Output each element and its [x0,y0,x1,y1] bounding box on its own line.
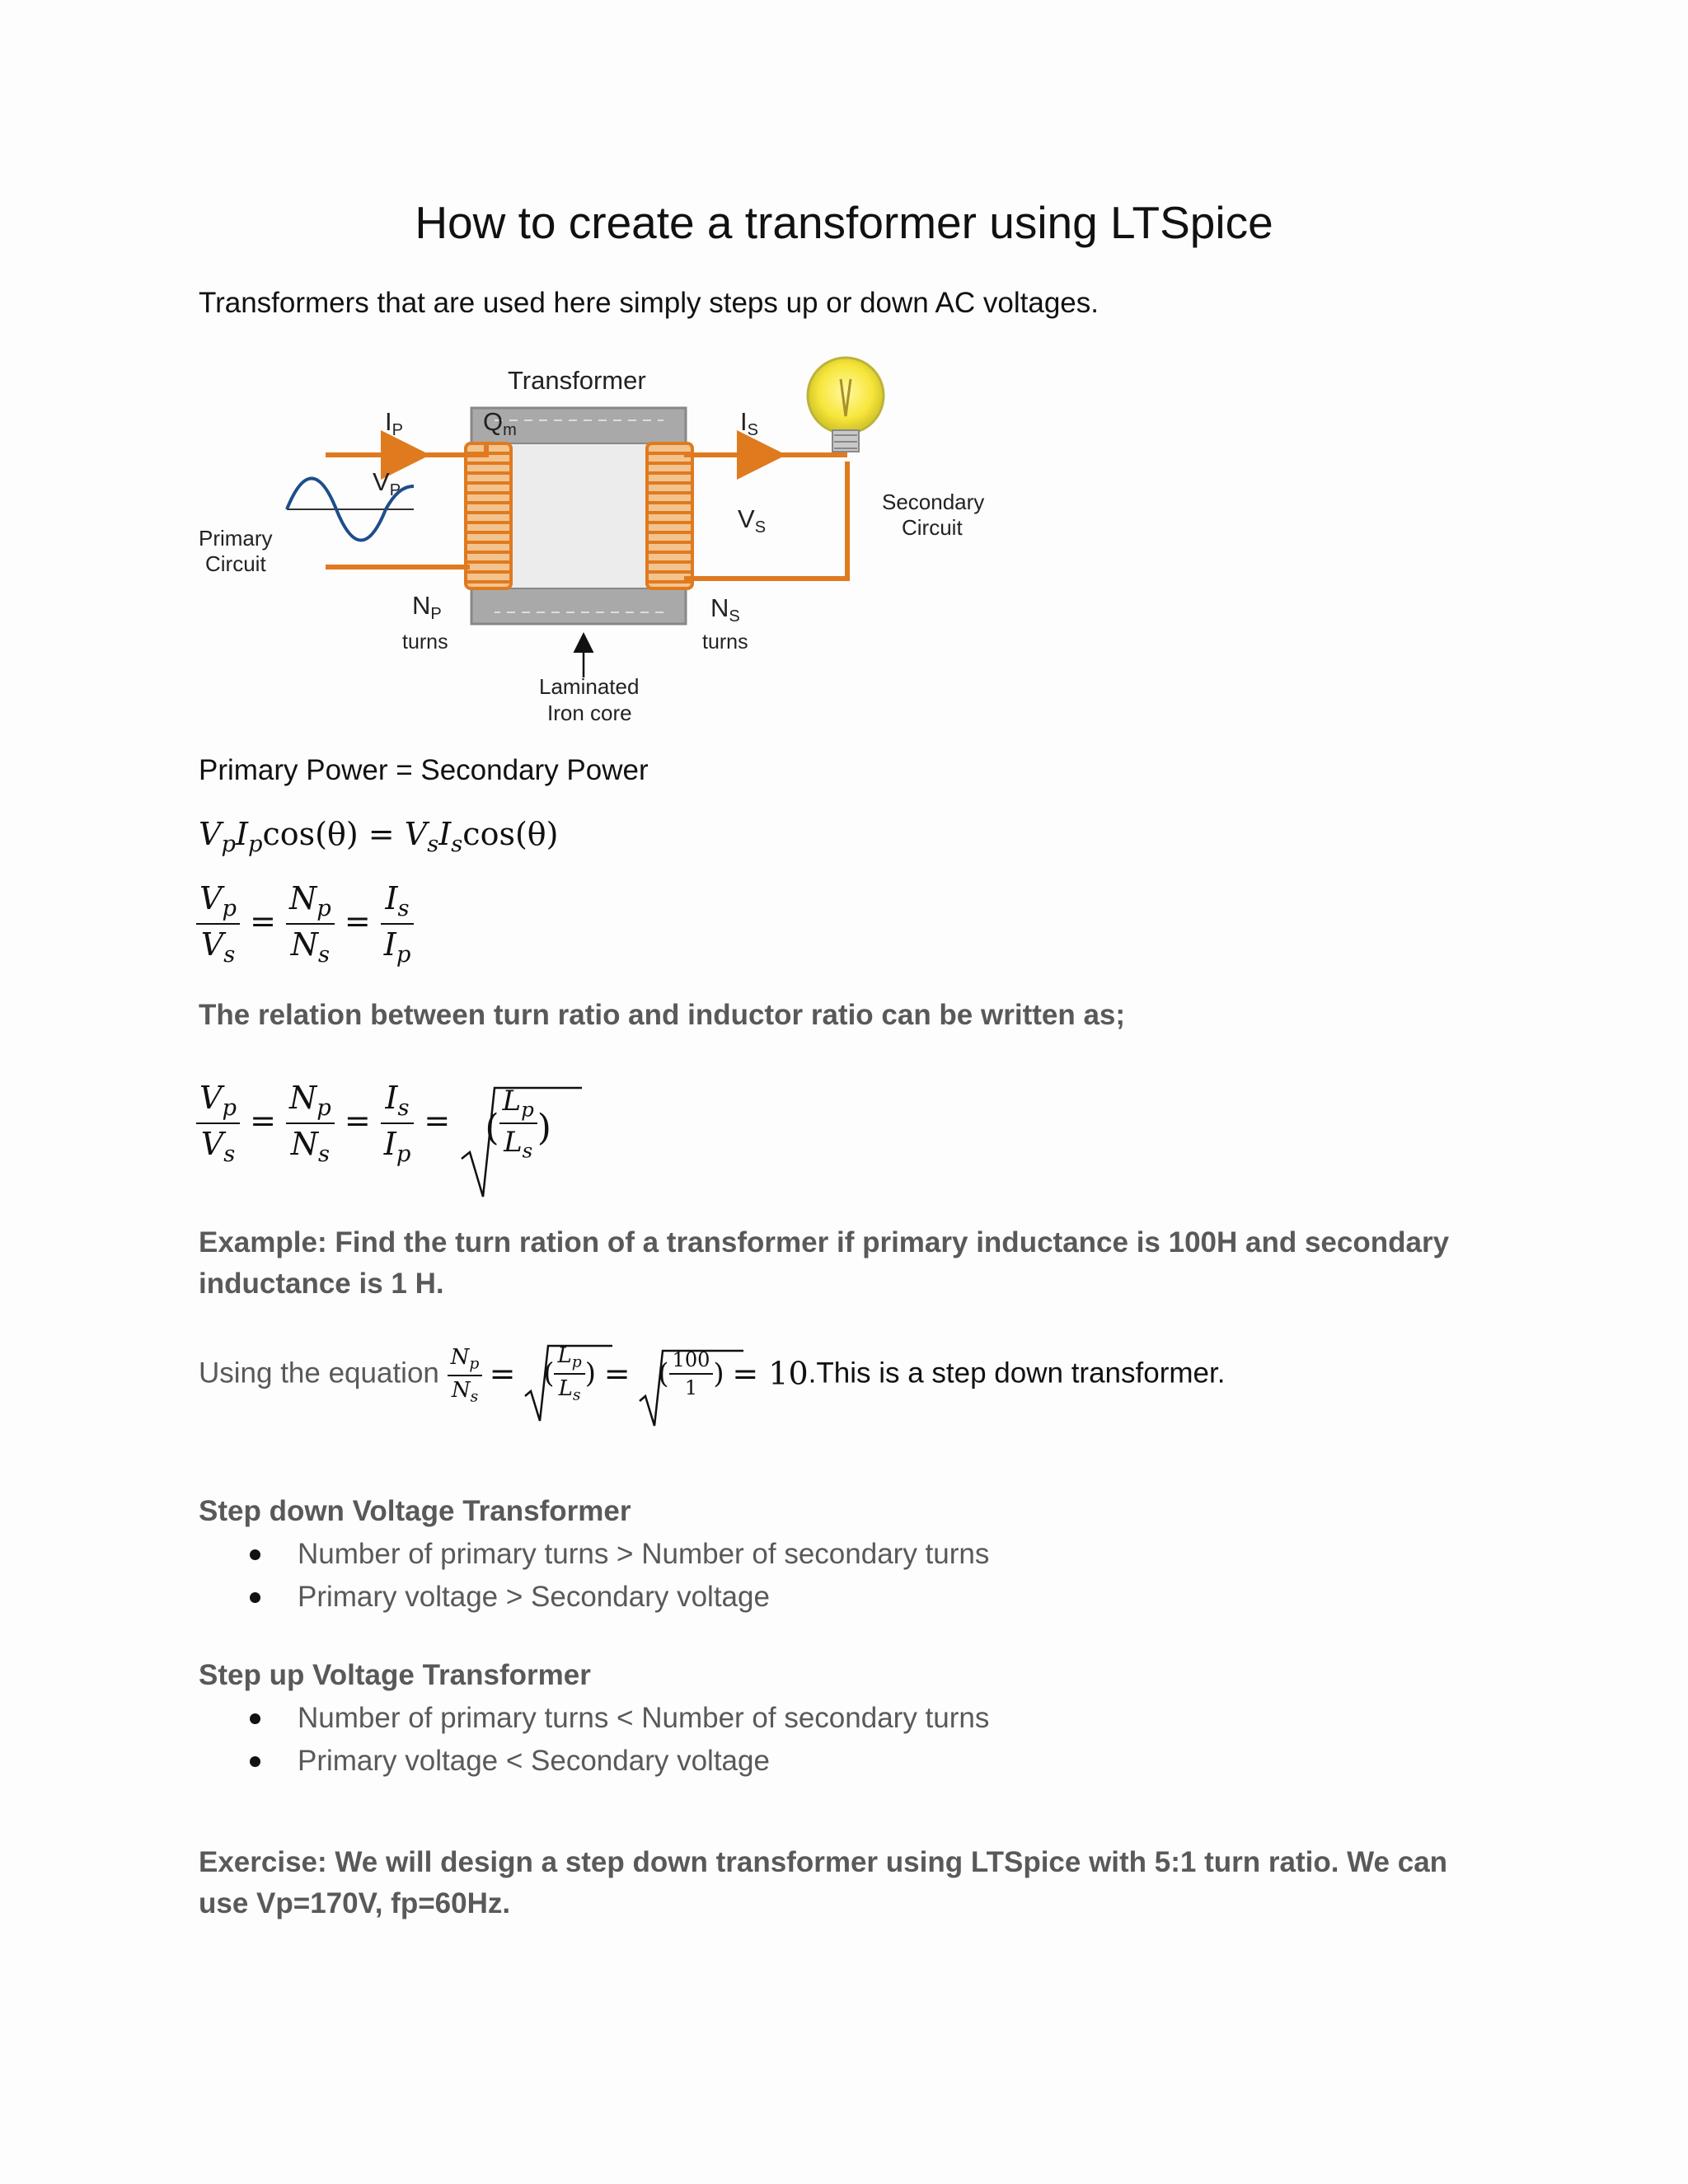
sqrt-symbol [638,1348,745,1427]
exercise-text: Exercise: We will design a step down transformer using LTSpice with 5:1 turn ratio. We can use Vp=170V, fp=60Hz. [199,1846,1448,1919]
transformer-diagram [190,338,1014,733]
svg-text:Iron core: Iron core [547,701,632,725]
list-item: Number of primary turns < Number of secondary turns [199,1697,989,1740]
step-up-section [199,1654,989,1783]
svg-text:Circuit: Circuit [902,515,963,540]
list-item: Primary voltage < Secondary voltage [199,1740,989,1783]
svg-text:IS: IS [740,407,758,439]
svg-text:VP: VP [373,467,401,499]
example-equation: Using the equation $\frac{N_p}{N_s}$ = ( $\frac{L_p}{L_s}$ ) = ( $\frac{100}{1}$ ) = 10.This is a step down transformer. [199,1343,1225,1405]
page-title: How to create a transformer using LTSpice [415,197,1273,248]
power-equation: $V_pI_p\cos(\theta) = V_sI_s\cos(\theta)$ [199,816,559,858]
sqrt-symbol [460,1085,584,1200]
diagram-title: Transformer [508,366,646,395]
svg-text:Circuit: Circuit [205,551,266,576]
svg-text:turns: turns [402,630,448,654]
svg-text:turns: turns [702,630,748,654]
svg-text:Secondary: Secondary [882,490,985,514]
relation-heading: The relation between turn ratio and inductor ratio can be written as; [199,999,1126,1031]
svg-text:Qm: Qm [483,407,517,439]
light-bulb-icon [808,358,884,452]
example-heading: Example: Find the turn ration of a transformer if primary inductance is 100H and secondary inductance is 1 H. [199,1226,1450,1300]
step-down-section [199,1490,989,1619]
step-down-heading: Step down Voltage Transformer [199,1495,631,1527]
svg-text:Primary: Primary [199,526,273,551]
ratio-equation: $\frac{V_p}{V_s}$ = $\frac{N_p}{N_s}$ = $\frac{I_s}{I_p}$ [196,880,414,968]
primary-coil [466,443,511,588]
svg-text:IP: IP [385,407,403,439]
sqrt-symbol [523,1343,614,1422]
svg-text:NS: NS [710,593,740,626]
core-window [504,443,653,588]
intro-text: Transformers that are used here simply steps up or down AC voltages. [199,287,1099,319]
svg-text:Laminated: Laminated [539,674,640,699]
list-item: Primary voltage > Secondary voltage [199,1576,989,1619]
svg-text:NP: NP [412,591,442,623]
power-heading: Primary Power = Secondary Power [199,754,649,786]
list-item: Number of primary turns > Number of secondary turns [199,1533,989,1576]
step-up-heading: Step up Voltage Transformer [199,1659,591,1691]
inductance-ratio-equation: $\frac{V_p}{V_s}$ = $\frac{N_p}{N_s}$ = $\frac{I_s}{I_p}$ = ( $\frac{L_p}{L_s}$ ) [196,1080,551,1167]
svg-text:VS: VS [738,504,767,537]
secondary-coil [647,443,692,588]
